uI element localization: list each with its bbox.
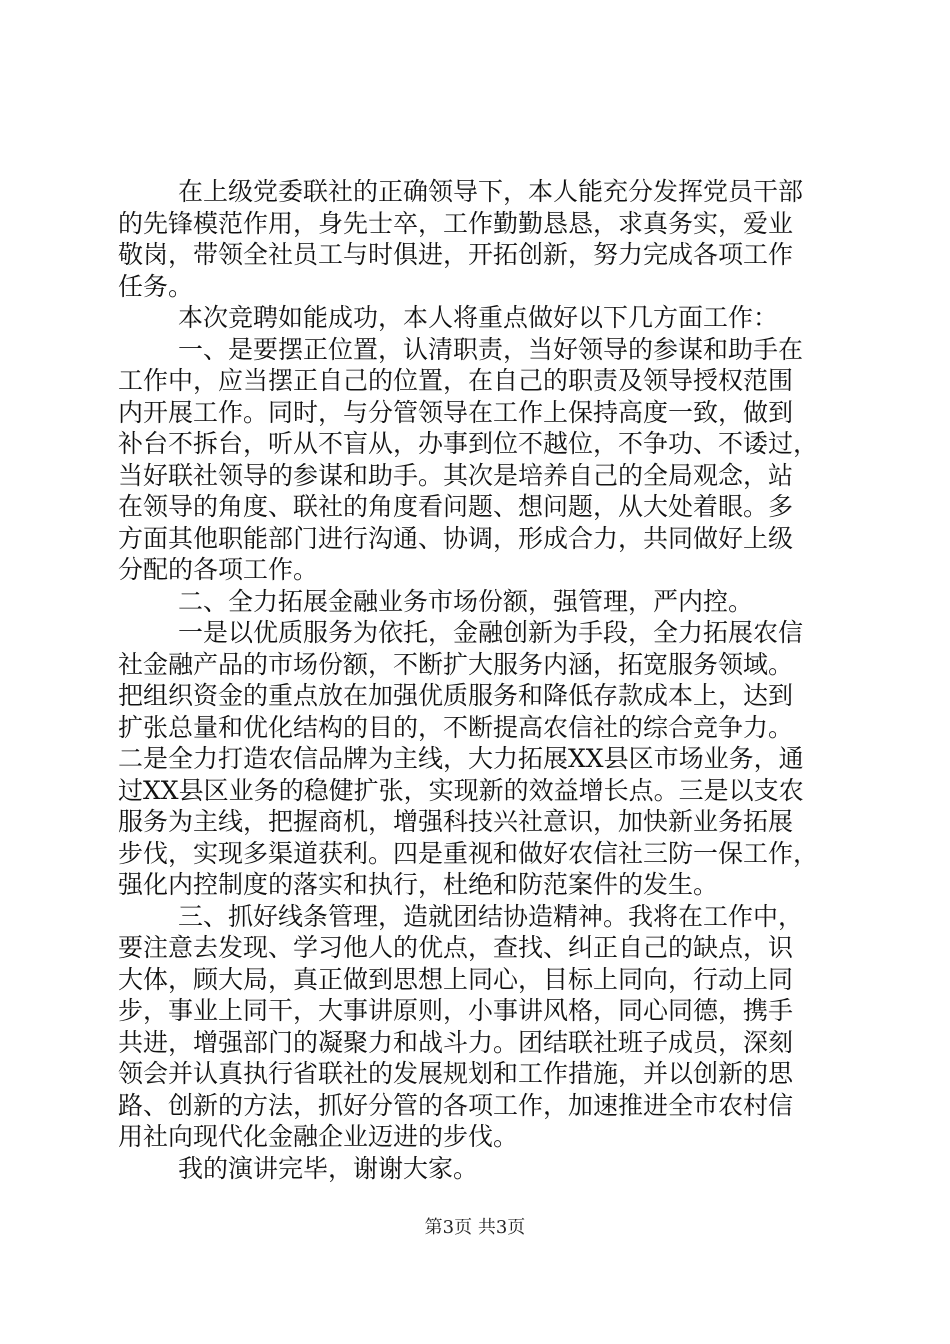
text-line: 步伐，实现多渠道获利。四是重视和做好农信社三防一保工作， bbox=[118, 838, 819, 868]
text-line: 在领导的角度、联社的角度看问题、想问题，从大处着眼。多 bbox=[118, 492, 794, 521]
text-line: 工作中，应当摆正自己的位置，在自己的职责及领导授权范围 bbox=[118, 366, 794, 395]
text-line: 过XX县区业务的稳健扩张，实现新的效益增长点。三是以支农 bbox=[118, 775, 804, 805]
text-line: 当好联社领导的参谋和助手。其次是培养自己的全局观念，站 bbox=[118, 460, 794, 490]
text-line: 步，事业上同干，大事讲原则，小事讲风格，同心同德，携手 bbox=[118, 996, 794, 1025]
text-line: 任务。 bbox=[118, 271, 194, 301]
text-line: 分配的各项工作。 bbox=[118, 555, 319, 584]
page-footer: 第3页 共3页 bbox=[424, 1217, 526, 1238]
text-line: 一是以优质服务为依托，金融创新为手段，全力拓展农信 bbox=[178, 618, 804, 647]
text-line: 一、是要摆正位置，认清职责，当好领导的参谋和助手在 bbox=[178, 334, 804, 364]
text-line: 服务为主线，把握商机，增强科技兴社意识，加快新业务拓展 bbox=[118, 807, 794, 836]
text-line: 三、抓好线条管理，造就团结协造精神。我将在工作中， bbox=[178, 901, 804, 931]
text-line: 路、创新的方法，抓好分管的各项工作，加速推进全市农村信 bbox=[118, 1090, 794, 1120]
text-line: 把组织资金的重点放在加强优质服务和降低存款成本上，达到 bbox=[118, 681, 794, 710]
text-line: 补台不拆台，听从不盲从，办事到位不越位，不争功、不诿过， bbox=[118, 429, 819, 458]
text-line: 二是全力打造农信品牌为主线，大力拓展XX县区市场业务，通 bbox=[118, 744, 804, 773]
text-line: 要注意去发现、学习他人的优点，查找、纠正自己的缺点，识 bbox=[118, 933, 794, 962]
text-line: 本次竞聘如能成功，本人将重点做好以下几方面工作： bbox=[178, 303, 779, 332]
text-line: 二、全力拓展金融业务市场份额，强管理，严内控。 bbox=[178, 586, 754, 616]
text-line: 共进，增强部门的凝聚力和战斗力。团结联社班子成员，深刻 bbox=[118, 1027, 794, 1057]
text-line: 内开展工作。同时，与分管领导在工作上保持高度一致，做到 bbox=[118, 397, 794, 427]
text-line: 敬岗，带领全社员工与时俱进，开拓创新，努力完成各项工作 bbox=[118, 240, 794, 269]
text-line: 方面其他职能部门进行沟通、协调，形成合力，共同做好上级 bbox=[118, 523, 794, 553]
text-line: 强化内控制度的落实和执行，杜绝和防范案件的发生。 bbox=[118, 870, 719, 899]
text-line: 的先锋模范作用，身先士卒，工作勤勤恳恳，求真务实，爱业 bbox=[118, 208, 794, 238]
text-line: 扩张总量和优化结构的目的，不断提高农信社的综合竞争力。 bbox=[118, 712, 794, 742]
text-line: 大体，顾大局，真正做到思想上同心，目标上同向，行动上同 bbox=[118, 964, 794, 994]
text-line: 用社向现代化金融企业迈进的步伐。 bbox=[118, 1122, 519, 1151]
text-line: 在上级党委联社的正确领导下，本人能充分发挥党员干部 bbox=[178, 177, 804, 206]
text-line: 领会并认真执行省联社的发展规划和工作措施，并以创新的思 bbox=[118, 1059, 794, 1088]
text-line: 我的演讲完毕，谢谢大家。 bbox=[178, 1153, 479, 1183]
text-line: 社金融产品的市场份额，不断扩大服务内涵，拓宽服务领域。 bbox=[118, 649, 794, 679]
document-body bbox=[118, 176, 838, 1184]
